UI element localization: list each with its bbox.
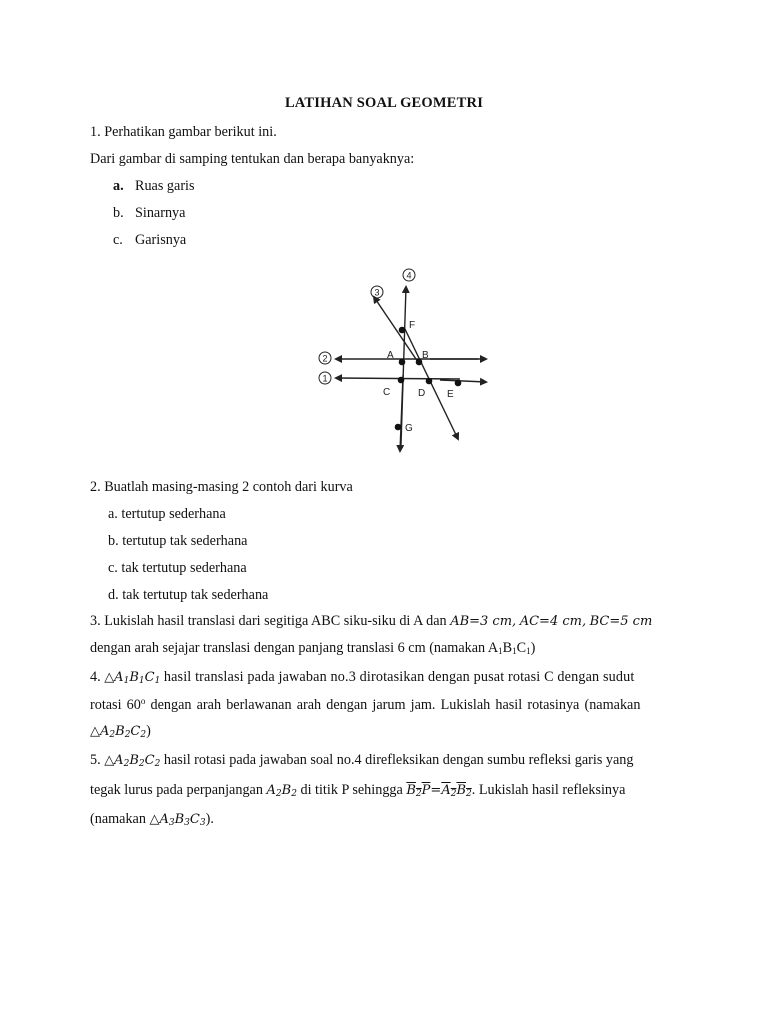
point-g <box>395 424 402 431</box>
q1-item-b-text: Sinarnya <box>135 205 186 221</box>
point-d <box>426 378 433 385</box>
q4-sub-c: 1 <box>154 676 161 686</box>
q4-r-sub-c: 2 <box>140 730 147 740</box>
q4-line1 <box>90 669 634 686</box>
q3-b: B <box>502 640 513 656</box>
label-g: G <box>405 423 413 434</box>
q5-r-b: B <box>174 812 185 827</box>
q2-item-c: c. tak tertutup sederhana <box>108 560 247 576</box>
q5-tri-c: C <box>144 753 155 768</box>
q3-sub-a: 1 <box>498 646 503 656</box>
q4-num: 4. <box>90 669 101 685</box>
q2-line1: 2. Buatlah masing-masing 2 contoh dari kurva <box>90 479 353 495</box>
label-e: E <box>447 389 454 400</box>
q5-a2b2-b: B <box>281 783 292 798</box>
q4-line3 <box>90 723 151 740</box>
q5-sub-b: 2 <box>138 759 145 769</box>
q1-item-a-letter: a. <box>113 178 124 194</box>
line-number-2: 2 <box>322 353 328 364</box>
q1-item-a <box>113 178 195 195</box>
q4-tri <box>104 670 160 685</box>
q3-bc: BC=5 cm <box>589 614 653 629</box>
q4-r-a: △A <box>90 724 110 739</box>
q5-r-c: C <box>189 812 200 827</box>
q5-a2b2 <box>267 783 297 798</box>
q4-tri-b: B <box>129 670 139 685</box>
point-a <box>399 359 406 366</box>
geometry-figure <box>300 255 495 460</box>
q3-ac: AC=4 cm, <box>519 614 587 629</box>
q3-sub-b: 1 <box>512 646 517 656</box>
q4-r-sub-a: 2 <box>109 730 116 740</box>
q5-r-a: △A <box>149 812 169 827</box>
q5-b2p-b: B <box>406 783 416 798</box>
point-e <box>455 380 462 387</box>
q4-r-b: B <box>115 724 125 739</box>
q3-ab: AB=3 cm, <box>450 614 517 629</box>
q5-tri-a: △A <box>104 753 124 768</box>
label-b: B <box>422 350 429 361</box>
q4-sub-a: 1 <box>123 676 130 686</box>
q2-item-d: d. tak tertutup tak sederhana <box>108 587 269 603</box>
q5-line2-a: tegak lurus pada perpanjangan <box>90 782 263 798</box>
q4-tri-c: C <box>144 670 155 685</box>
q5-line2-c: . Lukislah hasil refleksinya <box>471 782 626 798</box>
line-number-1: 1 <box>322 373 328 384</box>
q5-line2-b: di titik P sehingga <box>300 782 403 798</box>
q5-line1 <box>90 752 633 769</box>
point-c <box>398 377 405 384</box>
q3-sub-c: 1 <box>526 646 531 656</box>
q1-item-c-letter: c. <box>113 232 123 248</box>
q4-sub-b: 1 <box>138 676 145 686</box>
q5-b2p-sub: 2 <box>415 789 422 799</box>
q5-a2b2-sub-b: 2 <box>291 789 297 799</box>
q4-result-tri <box>90 724 146 739</box>
q5-line3 <box>90 811 214 828</box>
q3-text: 3. Lukislah hasil translasi dari segitiga ABC siku-siku di A dan <box>90 613 447 629</box>
q4-tri-a: △A <box>104 670 124 685</box>
q3-line2-text: dengan arah sejajar translasi dengan panjang translasi 6 cm (namakan A <box>90 640 499 656</box>
label-f: F <box>409 320 416 331</box>
q5-b2p <box>406 783 430 798</box>
q4-r-sub-b: 2 <box>124 730 131 740</box>
q4-deg: o <box>140 696 146 706</box>
q3-line2 <box>90 640 535 657</box>
q5-r-sub-c: 3 <box>199 818 206 828</box>
q5-a2b2-sub-a: 2 <box>275 789 282 799</box>
q4-line1-rest: hasil translasi pada jawaban no.3 dirotasikan dengan pusat rotasi C dengan sudut <box>163 669 635 685</box>
q2-item-b: b. tertutup tak sederhana <box>108 533 248 549</box>
q1-line2: Dari gambar di samping tentukan dan berapa banyaknya: <box>90 151 415 167</box>
q1-line1: 1. Perhatikan gambar berikut ini. <box>90 124 277 140</box>
q5-eq: = <box>430 783 442 798</box>
q5-line3-open: (namakan <box>90 811 146 827</box>
q5-sub-c: 2 <box>154 759 161 769</box>
q4-line2 <box>90 697 640 714</box>
q5-result-tri <box>149 812 205 827</box>
label-a: A <box>387 350 394 361</box>
q5-bar-a: A <box>441 783 451 798</box>
q5-equation <box>406 783 471 798</box>
page-title: LATIHAN SOAL GEOMETRI <box>284 95 484 111</box>
ray-3 <box>374 297 420 365</box>
q1-item-c-text: Garisnya <box>135 232 187 248</box>
q4-r-c: C <box>130 724 141 739</box>
q5-line2 <box>90 782 625 799</box>
q3-line1 <box>90 613 652 630</box>
q1-item-c <box>113 232 186 249</box>
q5-line3-close: ). <box>205 811 214 827</box>
q1-item-a-text: Ruas garis <box>135 178 195 194</box>
q1-item-b-letter: b. <box>113 205 124 221</box>
q5-sub-a: 2 <box>123 759 130 769</box>
q4-line2-rest: dengan arah berlawanan arah dengan jarum jam. Lukislah hasil rotasinya (namakan <box>150 697 641 713</box>
point-f <box>399 327 406 334</box>
q5-bar-sub-b: 2 <box>466 789 472 799</box>
q5-tri <box>104 753 160 768</box>
q5-r-sub-b: 3 <box>184 818 190 828</box>
q1-item-b <box>113 205 185 222</box>
q4-rot: rotasi 60 <box>90 697 141 713</box>
q3-close: ) <box>530 640 536 656</box>
q4-close: ) <box>146 723 151 739</box>
q2-item-a: a. tertutup sederhana <box>108 506 226 522</box>
label-d: D <box>418 388 426 399</box>
line-1-right <box>440 380 486 382</box>
q5-bar-sub-a: 2 <box>450 789 457 799</box>
q3-c: C <box>516 640 527 656</box>
q5-a2b2-bar <box>441 783 471 798</box>
q5-a2b2-a: A <box>266 783 276 798</box>
line-number-4: 4 <box>406 270 412 281</box>
q5-line1-rest: hasil rotasi pada jawaban soal no.4 direfleksikan dengan sumbu refleksi garis yang <box>163 752 634 768</box>
label-c: C <box>383 387 391 398</box>
q5-tri-b: B <box>129 753 139 768</box>
q5-r-sub-a: 3 <box>168 818 175 828</box>
q5-num: 5. <box>90 752 101 768</box>
q5-bar-b: B <box>456 783 466 798</box>
line-number-3: 3 <box>374 287 380 298</box>
q5-b2p-p: P <box>421 783 431 798</box>
